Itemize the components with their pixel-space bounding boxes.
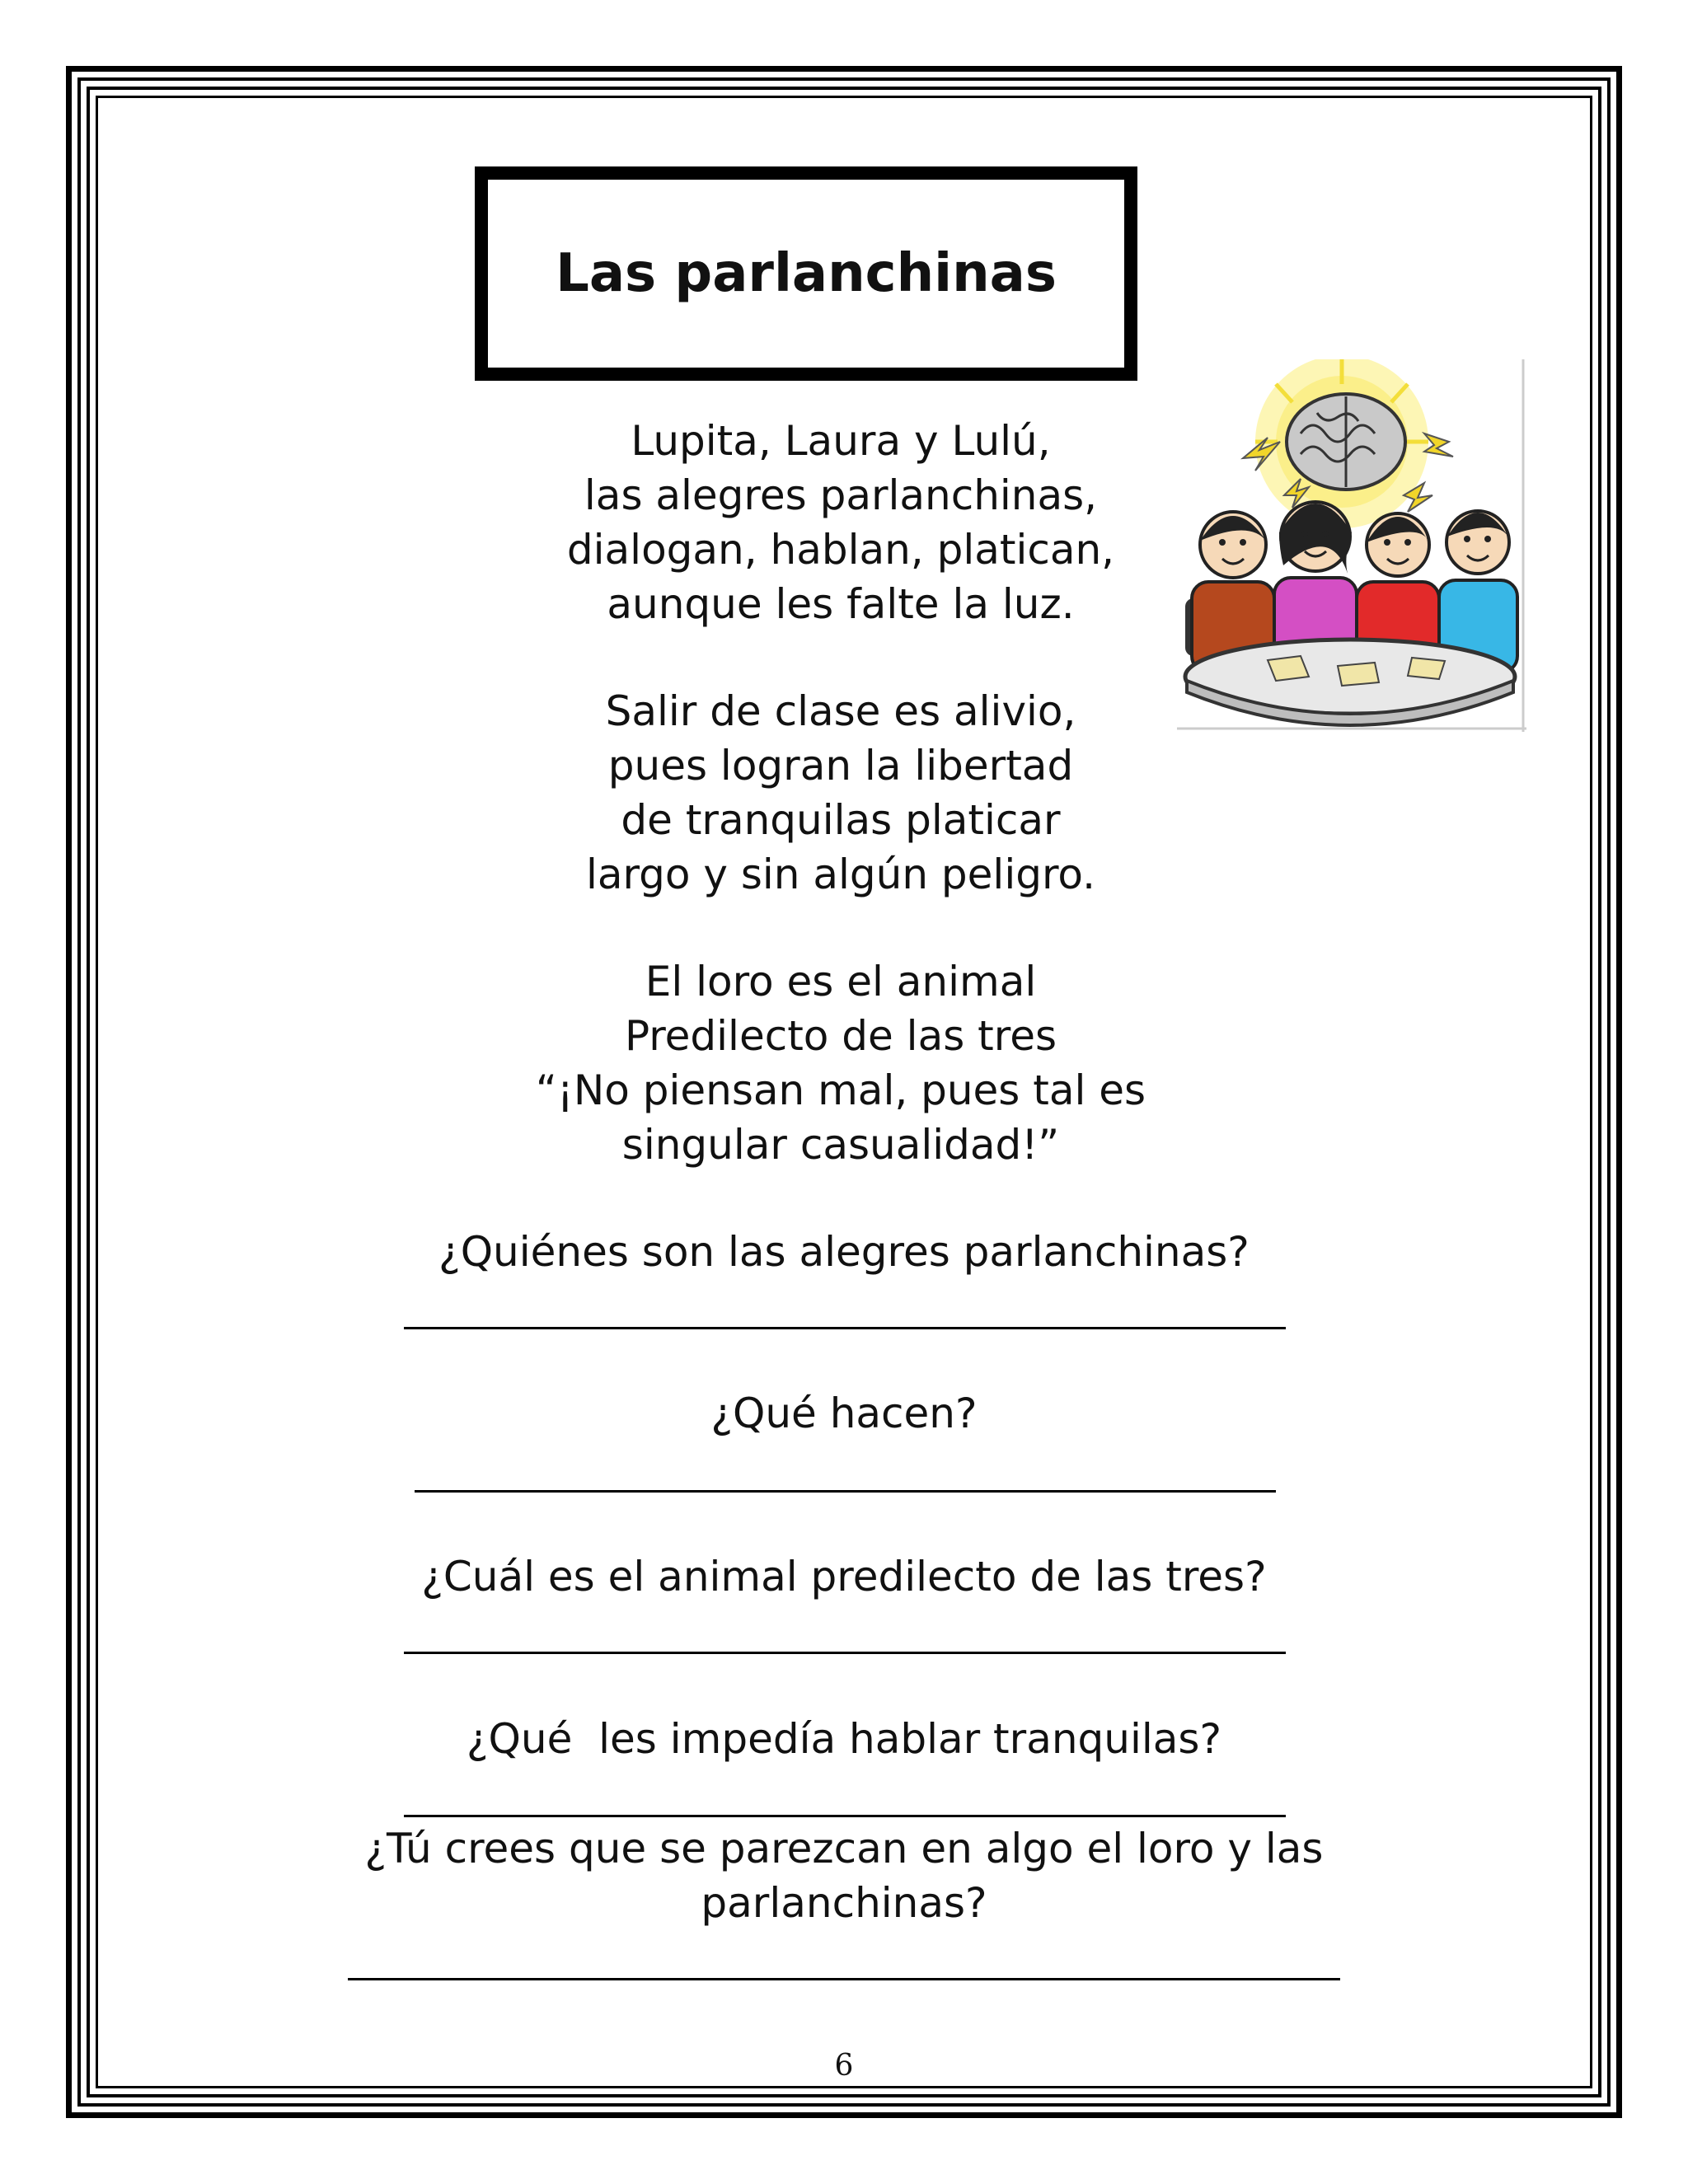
poem-stanza — [462, 684, 1220, 902]
poem-line: El loro es el animal — [645, 958, 1037, 1005]
question-5: ¿Tú crees que se parezcan en algo el loro y las parlanchinas? — [364, 1825, 1324, 1927]
poem-line: Predilecto de las tres — [624, 1012, 1057, 1060]
page-number: 6 — [834, 2049, 854, 2083]
question-3: ¿Cuál es el animal predilecto de las tres? — [421, 1553, 1267, 1601]
page-title: Las parlanchinas — [556, 243, 1057, 304]
question-1: ¿Quiénes son las alegres parlanchinas? — [438, 1228, 1250, 1276]
poem-line: Lupita, Laura y Lulú, — [631, 417, 1051, 465]
answer-line-4[interactable] — [404, 1815, 1286, 1817]
poem-line: pues logran la libertad — [607, 742, 1074, 790]
poem-stanza — [462, 954, 1220, 1172]
poem-line: largo y sin algún peligro. — [585, 851, 1096, 898]
talking-people-clipart — [1177, 359, 1526, 732]
poem-line: aunque les falte la luz. — [607, 580, 1075, 628]
question-2: ¿Qué hacen? — [710, 1390, 978, 1437]
poem-line: dialogan, hablan, platican, — [566, 526, 1115, 574]
poem-line: “¡No piensan mal, pues tal es — [535, 1066, 1146, 1114]
poem-line: Salir de clase es alivio, — [605, 687, 1076, 735]
answer-line-5[interactable] — [348, 1978, 1340, 1980]
poem-line: de tranquilas platicar — [621, 796, 1061, 844]
poem-stanza — [462, 414, 1220, 631]
poem-line: las alegres parlanchinas, — [584, 471, 1098, 519]
title-box — [475, 166, 1137, 381]
answer-line-3[interactable] — [404, 1652, 1286, 1654]
answer-line-2[interactable] — [415, 1490, 1276, 1493]
poem-line: singular casualidad!” — [621, 1121, 1060, 1169]
question-4: ¿Qué les impedía hablar tranquilas? — [467, 1715, 1221, 1763]
answer-line-1[interactable] — [404, 1327, 1286, 1329]
